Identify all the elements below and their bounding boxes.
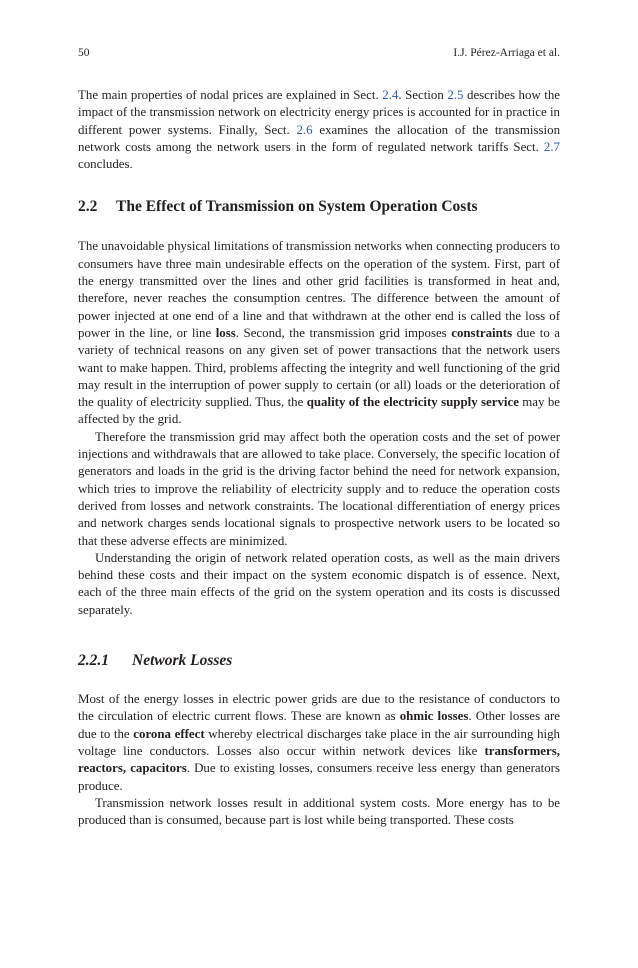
running-head-authors: I.J. Pérez-Arriaga et al. (453, 47, 560, 59)
running-head (78, 46, 560, 60)
term-quality-of-supply: quality of the electricity supply service (306, 395, 519, 410)
paragraph-loss-costs: Transmission network losses result in additional system costs. More energy has to be produced than is consumed, because part is lost while being transported. These costs (78, 795, 560, 828)
term-corona-effect: corona effect (133, 726, 205, 741)
intro-paragraph: The main properties of nodal prices are explained in Sect. 2.4. Section 2.5 describes how the impact of the transmission network on electricity energy prices is accounted for in practice in different power systems. Finally, Sect. 2.6 examines the allocation of the transmission network costs among the network users in the form of regulated network tariffs Sect. 2.7 concludes. (78, 88, 561, 172)
ref-section-2-7[interactable]: 2.7 (543, 139, 560, 154)
section-number: 2.2 (78, 198, 98, 216)
ref-section-2-5[interactable]: 2.5 (447, 88, 464, 102)
term-ohmic-losses: ohmic losses (399, 709, 469, 724)
term-network-devices: transformers, reactors, capacitors (78, 743, 560, 776)
paragraph-understanding: Understanding the origin of network related operation costs, as well as the main drivers behind these costs and their impact on the system economic dispatch is of essence. Next, each of the three main effects of the grid on the system operation and its costs is discussed separately. (78, 550, 560, 617)
section-title: The Effect of Transmission on System Operation Costs (116, 198, 478, 216)
section-heading (78, 197, 560, 216)
term-constraints: constraints (451, 325, 513, 340)
subsection-heading (78, 651, 560, 670)
subsection-number: 2.2.1 (78, 652, 109, 670)
page-number: 50 (78, 47, 90, 59)
subsection-title: Network Losses (132, 652, 233, 670)
ref-section-2-4[interactable]: 2.4 (382, 88, 399, 102)
paragraph-limitations: The unavoidable physical limitations of transmission networks when connecting producers to consumers have three main undesirable effects on the operation of the system. First, part of the energy transmitted over the lines and other grid facilities is transformed in heat and, therefore, never reaches the consumption centres. The difference between the amount of power injected at one end of a line and that withdrawn at the other end is called the loss of power in the line, or line loss. Second, the transmission grid imposes constraints due to a variety of technical reasons on any given set of power transactions that the network users want to make happen. Third, problems affecting the integrity and well functioning of the grid may result in the interruption of power supply to certain (or all) loads or the deterioration of the quality of electricity supplied. Thus, the quality of the electricity supply service may be affected by the grid. (78, 239, 561, 427)
term-loss: loss (215, 325, 236, 340)
paragraph-transmission-effects: Therefore the transmission grid may affect both the operation costs and the set of power injections and withdrawals that are allowed to take place. Conversely, the specific location of generators and loads in the grid is the driving factor behind the need for network expansion, which tries to improve the reliability of electricity supply and to reduce the operation costs derived from losses and network constraints. The locational differentiation of energy prices and network charges sends locational signals to prospective network users to be located so that these adverse effects are minimized. (78, 429, 560, 548)
page (78, 46, 560, 829)
ref-section-2-6[interactable]: 2.6 (296, 122, 313, 137)
paragraph-losses: Most of the energy losses in electric power grids are due to the resistance of conductors to the circulation of electric current flows. These are known as ohmic losses. Other losses are due to the corona effect whereby electrical discharges take place in the air surrounding high voltage line conductors. Losses also occur within network devices like transformers, reactors, capacitors. Due to existing losses, consumers receive less energy than generators produce. (78, 692, 560, 793)
